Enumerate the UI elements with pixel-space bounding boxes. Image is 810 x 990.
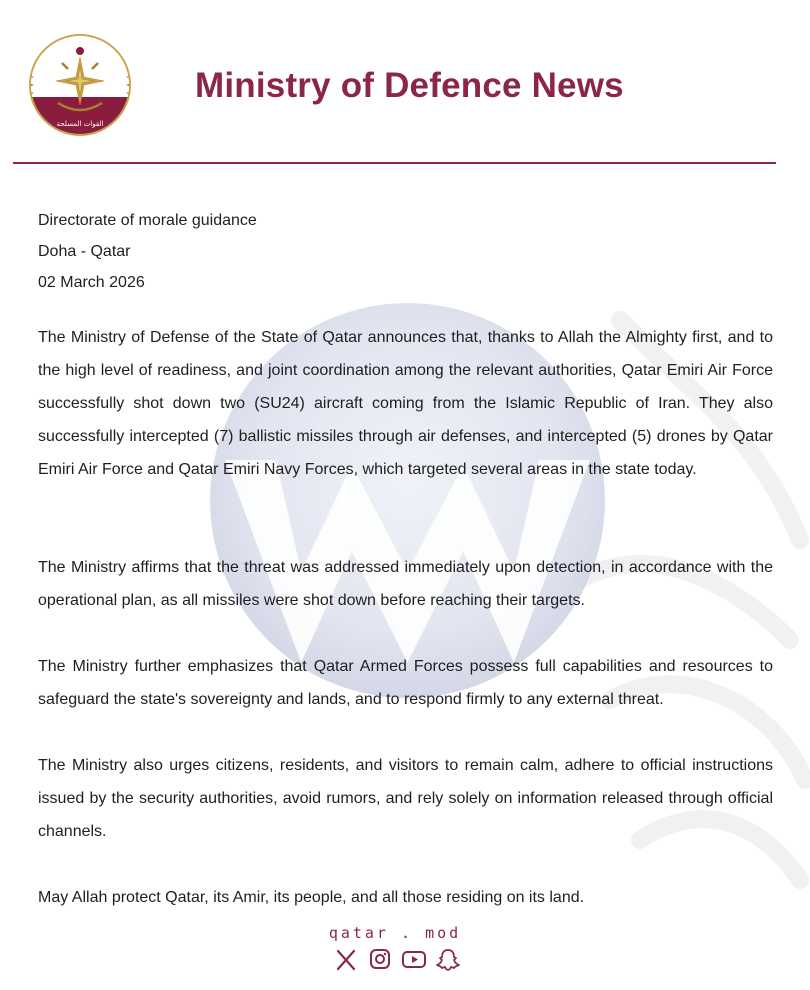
body-paragraph: The Ministry of Defense of the State of Qatar announces that, thanks to Allah the Almighty first, and to the high level of readiness, and joint coordination among the relevant authorities, Qatar Emiri Air Force successfully shot down two (SU24) aircraft coming from the Islamic Republic of Iran. They also successfully intercepted (7) ballistic missiles through air defenses, and intercepted (5) drones by Qatar Emiri Air Force and Qatar Emiri Navy Forces, which targeted several areas in the state today.	[38, 329, 773, 478]
social-handle: qatar . mod	[328, 924, 462, 942]
ministry-emblem-logo	[28, 33, 132, 137]
body-paragraph: The Ministry further emphasizes that Qatar Armed Forces possess full capabilities and resources to safeguard the state's sovereignty and lands, and to respond firmly to any external threat.	[38, 658, 773, 708]
page-title: Ministry of Defence News	[195, 66, 624, 105]
meta-block	[38, 205, 773, 298]
instagram-icon[interactable]	[367, 948, 393, 972]
page-header	[0, 0, 810, 165]
x-icon[interactable]	[333, 948, 359, 972]
body-paragraph: May Allah protect Qatar, its Amir, its people, and all those residing on its land.	[38, 889, 585, 906]
body-paragraph: The Ministry affirms that the threat was addressed immediately upon detection, in accordance with the operational plan, as all missiles were shot down before reaching their targets.	[38, 559, 773, 609]
youtube-icon[interactable]	[401, 948, 427, 972]
snapchat-icon[interactable]	[435, 948, 461, 972]
header-divider	[13, 162, 776, 164]
logo-caption: القوات المسلحة	[56, 120, 104, 128]
body-paragraph: The Ministry also urges citizens, residents, and visitors to remain calm, adhere to official instructions issued by the security authorities, avoid rumors, and rely solely on information released through official channels.	[38, 757, 773, 840]
location-line: Doha - Qatar	[38, 243, 131, 260]
page-footer	[0, 924, 810, 984]
social-icons	[333, 948, 461, 972]
directorate-line: Directorate of morale guidance	[38, 212, 257, 229]
date-line: 02 March 2026	[38, 274, 145, 291]
